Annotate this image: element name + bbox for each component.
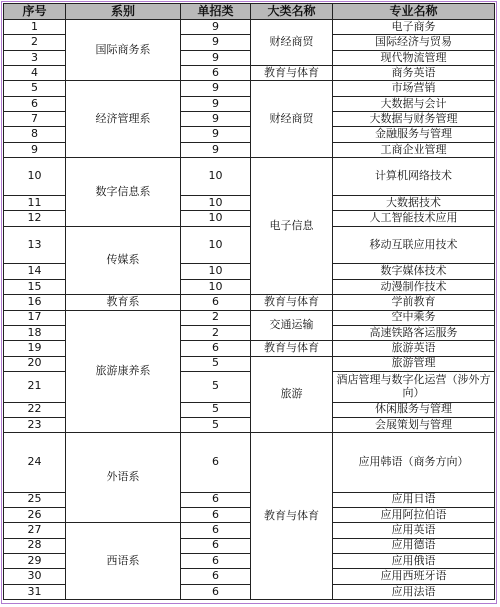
major-cell: 商务英语 xyxy=(333,66,495,81)
major-cell: 空中乘务 xyxy=(333,310,495,325)
category-cell: 9 xyxy=(181,81,251,96)
major-cell: 现代物流管理 xyxy=(333,50,495,65)
row-no: 24 xyxy=(4,433,66,492)
row-no: 20 xyxy=(4,356,66,371)
header-group: 大类名称 xyxy=(251,4,333,20)
category-cell: 10 xyxy=(181,195,251,210)
header-department: 系别 xyxy=(66,4,181,20)
row-no: 22 xyxy=(4,402,66,417)
major-cell: 市场营销 xyxy=(333,81,495,96)
major-cell: 工商企业管理 xyxy=(333,142,495,157)
row-no: 4 xyxy=(4,66,66,81)
major-cell: 高速铁路客运服务 xyxy=(333,325,495,340)
row-no: 5 xyxy=(4,81,66,96)
row-no: 15 xyxy=(4,279,66,294)
major-cell: 应用阿拉伯语 xyxy=(333,507,495,522)
row-no: 10 xyxy=(4,158,66,196)
department-cell: 传媒系 xyxy=(66,226,181,295)
row-no: 13 xyxy=(4,226,66,264)
major-cell: 大数据与会计 xyxy=(333,96,495,111)
table-row xyxy=(4,523,495,538)
major-cell: 应用德语 xyxy=(333,538,495,553)
category-cell: 9 xyxy=(181,96,251,111)
category-cell: 6 xyxy=(181,66,251,81)
major-cell: 酒店管理与数字化运营（涉外方向） xyxy=(333,371,495,402)
major-cell: 应用法语 xyxy=(333,584,495,599)
category-cell: 5 xyxy=(181,417,251,432)
major-cell: 应用英语 xyxy=(333,523,495,538)
major-cell: 移动互联应用技术 xyxy=(333,226,495,264)
table-row xyxy=(4,433,495,492)
category-cell: 6 xyxy=(181,553,251,568)
major-cell: 应用俄语 xyxy=(333,553,495,568)
major-cell: 旅游管理 xyxy=(333,356,495,371)
group-cell: 教育与体育 xyxy=(251,66,333,81)
department-cell: 数字信息系 xyxy=(66,158,181,227)
major-cell: 学前教育 xyxy=(333,295,495,310)
group-cell: 交通运输 xyxy=(251,310,333,341)
department-cell: 外语系 xyxy=(66,433,181,523)
table-row xyxy=(4,158,495,196)
category-cell: 10 xyxy=(181,279,251,294)
row-no: 14 xyxy=(4,264,66,279)
category-cell: 9 xyxy=(181,127,251,142)
row-no: 12 xyxy=(4,211,66,226)
row-no: 29 xyxy=(4,553,66,568)
row-no: 26 xyxy=(4,507,66,522)
group-cell: 教育与体育 xyxy=(251,295,333,310)
group-cell: 教育与体育 xyxy=(251,433,333,600)
category-cell: 6 xyxy=(181,538,251,553)
category-cell: 6 xyxy=(181,569,251,584)
group-cell: 财经商贸 xyxy=(251,20,333,66)
row-no: 25 xyxy=(4,492,66,507)
department-cell: 教育系 xyxy=(66,295,181,310)
major-cell: 会展策划与管理 xyxy=(333,417,495,432)
category-cell: 9 xyxy=(181,35,251,50)
row-no: 2 xyxy=(4,35,66,50)
category-cell: 9 xyxy=(181,142,251,157)
category-cell: 10 xyxy=(181,211,251,226)
row-no: 1 xyxy=(4,20,66,35)
category-cell: 2 xyxy=(181,310,251,325)
major-cell: 应用韩语（商务方向） xyxy=(333,433,495,492)
row-no: 27 xyxy=(4,523,66,538)
table-row xyxy=(4,295,495,310)
row-no: 8 xyxy=(4,127,66,142)
header-row xyxy=(4,4,495,20)
major-cell: 大数据与财务管理 xyxy=(333,112,495,127)
row-no: 3 xyxy=(4,50,66,65)
major-cell: 旅游英语 xyxy=(333,341,495,356)
row-no: 9 xyxy=(4,142,66,157)
category-cell: 9 xyxy=(181,50,251,65)
major-cell: 人工智能技术应用 xyxy=(333,211,495,226)
major-cell: 计算机网络技术 xyxy=(333,158,495,196)
header-major: 专业名称 xyxy=(333,4,495,20)
category-cell: 6 xyxy=(181,295,251,310)
category-cell: 9 xyxy=(181,20,251,35)
major-cell: 金融服务与管理 xyxy=(333,127,495,142)
category-cell: 10 xyxy=(181,158,251,196)
row-no: 30 xyxy=(4,569,66,584)
major-cell: 休闲服务与管理 xyxy=(333,402,495,417)
category-cell: 10 xyxy=(181,264,251,279)
major-cell: 大数据技术 xyxy=(333,195,495,210)
major-cell: 数字媒体技术 xyxy=(333,264,495,279)
department-cell: 国际商务系 xyxy=(66,20,181,81)
table-row xyxy=(4,226,495,264)
group-cell: 旅游 xyxy=(251,356,333,433)
row-no: 16 xyxy=(4,295,66,310)
row-no: 6 xyxy=(4,96,66,111)
category-cell: 5 xyxy=(181,356,251,371)
major-cell: 动漫制作技术 xyxy=(333,279,495,294)
category-cell: 6 xyxy=(181,433,251,492)
category-cell: 5 xyxy=(181,402,251,417)
major-cell: 国际经济与贸易 xyxy=(333,35,495,50)
group-cell: 财经商贸 xyxy=(251,81,333,158)
table-row xyxy=(4,20,495,35)
enrollment-table xyxy=(3,3,495,600)
row-no: 23 xyxy=(4,417,66,432)
row-no: 19 xyxy=(4,341,66,356)
table-row xyxy=(4,310,495,325)
department-cell: 西语系 xyxy=(66,523,181,600)
category-cell: 6 xyxy=(181,507,251,522)
major-cell: 应用日语 xyxy=(333,492,495,507)
department-cell: 经济管理系 xyxy=(66,81,181,158)
row-no: 18 xyxy=(4,325,66,340)
header-category: 单招类 xyxy=(181,4,251,20)
category-cell: 6 xyxy=(181,523,251,538)
category-cell: 10 xyxy=(181,226,251,264)
category-cell: 6 xyxy=(181,492,251,507)
category-cell: 5 xyxy=(181,371,251,402)
group-cell: 教育与体育 xyxy=(251,341,333,356)
group-cell: 电子信息 xyxy=(251,158,333,295)
category-cell: 6 xyxy=(181,341,251,356)
major-cell: 应用西班牙语 xyxy=(333,569,495,584)
category-cell: 6 xyxy=(181,584,251,599)
row-no: 31 xyxy=(4,584,66,599)
row-no: 28 xyxy=(4,538,66,553)
department-cell: 旅游康养系 xyxy=(66,310,181,433)
header-no: 序号 xyxy=(4,4,66,20)
major-cell: 电子商务 xyxy=(333,20,495,35)
row-no: 17 xyxy=(4,310,66,325)
category-cell: 9 xyxy=(181,112,251,127)
category-cell: 2 xyxy=(181,325,251,340)
row-no: 11 xyxy=(4,195,66,210)
row-no: 21 xyxy=(4,371,66,402)
row-no: 7 xyxy=(4,112,66,127)
table-row xyxy=(4,81,495,96)
